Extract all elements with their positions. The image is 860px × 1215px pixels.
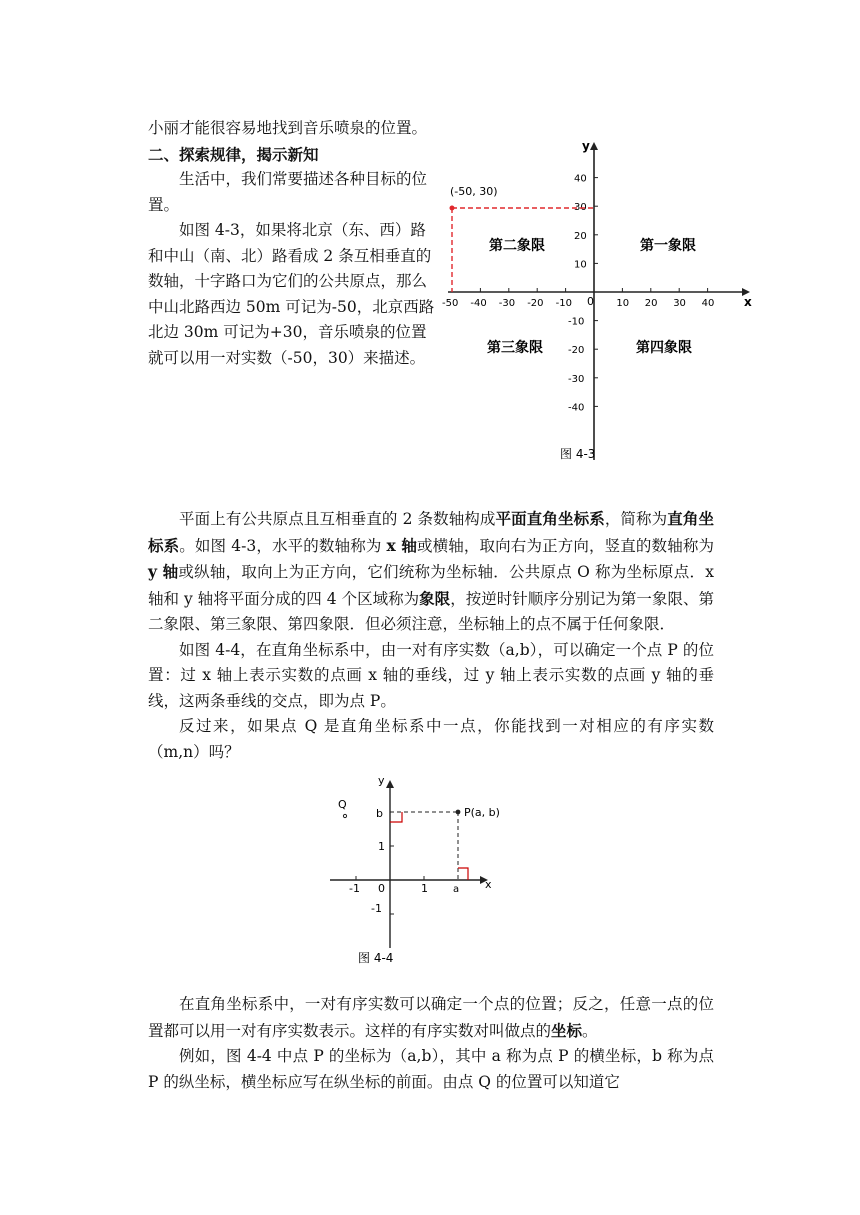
coord-text-b: 。: [582, 1021, 598, 1040]
term-quadrant: 象限: [419, 588, 451, 608]
x-tick-label: -40: [470, 298, 487, 309]
example-paragraph: 例如，图 4-4 中点 P 的坐标为（a,b），其中 a 称为点 P 的横坐标，b 称为点 P 的纵坐标，横坐标应写在纵坐标的前面。由点 Q 的位置可以知道它: [148, 1047, 714, 1091]
def-text-d: 或横轴，取向右为正方向，竖直的数轴称为: [416, 536, 714, 555]
intro-paragraph-1: 生活中，我们常要描述各种目标的位置。: [148, 170, 428, 214]
x-tick-label: 40: [701, 298, 715, 309]
point-q-label: Q: [338, 798, 347, 811]
figure-caption: 图 4-3: [560, 447, 596, 461]
right-angle-mark-y: [390, 812, 402, 822]
origin-label: 0: [587, 295, 594, 308]
x-tick-label-1: 1: [421, 882, 428, 895]
y-axis-arrow: [386, 780, 394, 788]
y-tick-label: 40: [574, 173, 587, 185]
def-text-f: ，按逆时针顺序分别记为第一象限、第二象限、第三象限、第四象限．但必须注意，坐标轴上的点不属于任何象限．: [148, 589, 714, 633]
quadrant-2-label: 第二象限: [489, 238, 545, 254]
y-tick-label: -10: [568, 316, 585, 328]
intro-column: [148, 116, 440, 371]
point-paragraph: 如图 4-4，在直角坐标系中，由一对有序实数（a,b），可以确定一个点 P 的位置：过 x 轴上表示实数的点画 x 轴的垂线，过 y 轴上表示实数的点画 y 轴的垂线，这两条垂线的交点，即为点 P。: [148, 640, 714, 710]
term-coordinate: 坐标: [551, 1020, 583, 1040]
a-label: a: [453, 884, 460, 895]
y-tick-label: 30: [574, 202, 587, 214]
figure-caption: 图 4-4: [358, 951, 394, 965]
point-label: (-50, 30): [450, 185, 498, 198]
x-tick-label-neg1: -1: [349, 882, 360, 895]
question-paragraph: 反过来，如果点 Q 是直角坐标系中一点，你能找到一对相应的有序实数（m,n）吗？: [148, 717, 714, 761]
y-axis-arrow: [590, 142, 598, 150]
section-heading: 二、探索规律，揭示新知: [148, 144, 319, 164]
term-rectangular-coordinate-system: 直角坐标系: [148, 509, 714, 555]
x-tick-label: -20: [527, 298, 544, 309]
quadrant-1-label: 第一象限: [640, 238, 696, 254]
x-tick-label: 20: [644, 298, 658, 309]
term-x-axis: x 轴: [386, 535, 417, 555]
definition-paragraph: [148, 506, 714, 638]
term-y-axis: y 轴: [148, 562, 179, 581]
def-text-b: ，简称为: [604, 510, 668, 528]
x-tick-label: 10: [616, 298, 630, 309]
def-text-c: 。如图 4-3，水平的数轴称为: [179, 536, 387, 555]
y-tick-label: -30: [568, 373, 585, 385]
point-p: [456, 810, 461, 815]
coord-text-a: 在直角坐标系中，一对有序实数可以确定一个点的位置；反之，任意一点的位置都可以用一对有序实数表示。这样的有序实数对叫做点的: [148, 995, 714, 1040]
intro-paragraph-2: 如图 4-3，如果将北京（东、西）路和中山（南、北）路看成 2 条互相垂直的数轴，十字路口为它们的公共原点，那么中山北路西边 50m 可记为-50，北京西路北边 30m 可记为+30，音乐喷泉的位置就可以用一对实数（-50，30）来描述。: [148, 221, 435, 367]
intro-line: 小丽才能很容易地找到音乐喷泉的位置。: [148, 119, 428, 137]
def-text-e: 或纵轴，取向上为正方向，它们统称为坐标轴．公共原点 O 称为坐标原点．x 轴和 y 轴将平面分成的四 4 个区域称为: [148, 563, 714, 608]
y-tick-label: -20: [568, 345, 585, 357]
point-marker: [450, 206, 455, 211]
term-plane-coordinate-system: 平面直角坐标系: [495, 509, 605, 528]
x-axis-label: x: [744, 295, 752, 309]
figure-4-4: [322, 770, 504, 970]
y-tick-label: 10: [574, 259, 587, 271]
origin-label: 0: [378, 882, 385, 895]
quadrant-4-label: 第四象限: [636, 340, 692, 356]
y-tick-label: -40: [568, 402, 585, 414]
x-tick-label: -50: [442, 298, 459, 309]
x-axis-label: x: [485, 878, 492, 891]
y-tick-label-1: 1: [378, 840, 385, 853]
x-tick-label: 30: [673, 298, 686, 309]
y-tick-label-neg1: -1: [371, 902, 382, 915]
x-ticks: [442, 288, 714, 309]
y-tick-label: 20: [574, 230, 587, 242]
right-angle-mark-x: [458, 868, 468, 880]
quadrant-3-label: 第三象限: [487, 340, 543, 356]
def-text-a: 平面上有公共原点且互相垂直的 2 条数轴构成: [179, 510, 496, 528]
point-q: [343, 814, 346, 817]
section-body: [148, 506, 714, 765]
x-tick-label: -30: [498, 298, 516, 309]
point-p-label: P(a, b): [464, 806, 500, 819]
y-axis-label: y: [582, 139, 590, 153]
y-axis-label: y: [378, 774, 385, 787]
b-label: b: [376, 807, 383, 820]
x-tick-label: -10: [555, 298, 572, 309]
figure-4-3: [444, 138, 762, 470]
coordinate-definition-paragraph: [148, 992, 714, 1044]
closing-body: [148, 992, 714, 1095]
